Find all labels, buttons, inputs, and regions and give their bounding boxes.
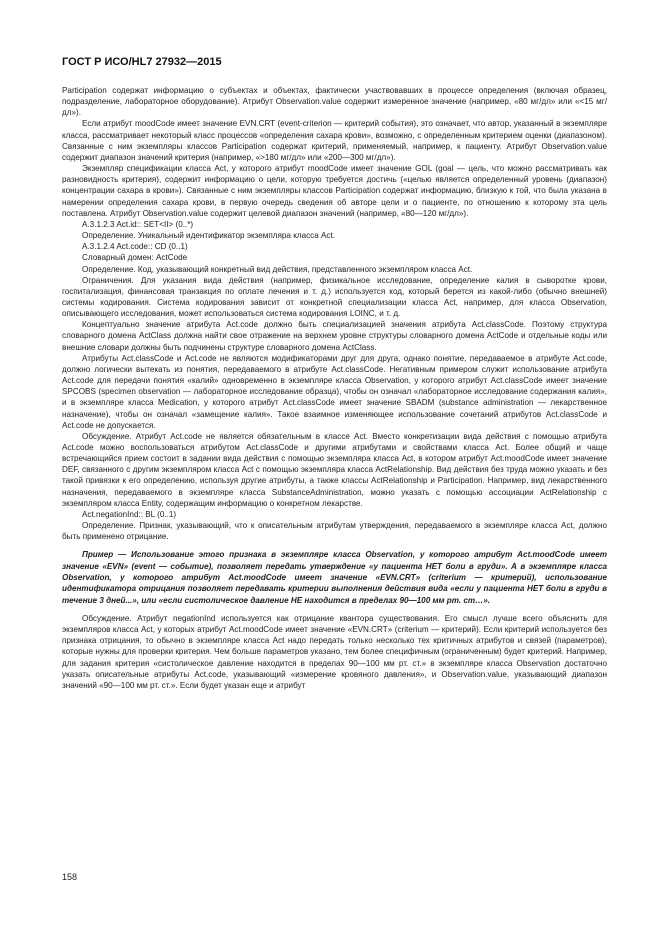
- section-heading-negation-ind: Act.negationInd:: BL (0..1): [82, 509, 177, 519]
- example-negation: Пример — Использование этого признака в экземпляре класса Observation, у которого атрибут Act.moodCode имеет значение «EVN» (event — событие), позволяет передать утверждение «у пациента НЕТ боли в груди». А в экземпляре класса Observation, у которого атрибут Act.moodCode имеет значение «EVN.CRT» (criterium — критерий), использование идентификатора отрицания позволяет передавать критерии выполнения действия вида «если у пациента НЕТ боли в груди в течение 3 дней...», или «если систолическое давление НЕ находится в пределах 90—100 мм рт. ст…».: [62, 550, 607, 605]
- paragraph-negation-definition: Определение. Признак, указывающий, что к описательным атрибутам утверждения, передаваемого в экземпляре класса Act, должно быть применено отрицание.: [62, 521, 607, 542]
- section-heading-act-code: A.3.1.2.4 Act.code:: CD (0..1): [82, 242, 188, 252]
- paragraph-classcode-code: Атрибуты Act.classCode и Act.code не являются модификаторами друг для друга, однако понятие, передаваемое в атрибуте Act.code, должно логически вытекать из понятия, передаваемого в атрибуте Act.classCode. Негативным примером служит использование атрибута Act.code для передачи понятия «калий» одновременно в экземпляре класса Observation, у которого атрибут Act.classCode имеет значение SPCOBS (specimen observation — лабораторное исследование образца), чтобы он означал «лабораторное исследование содержания калия», и в экземпляре класса Medication, у которого атрибут Act.classCode имеет значение SBADM (substance administration — лекарственное назначение), чтобы он означал «замещение калия». Такое взаимное изменяющее использование сочетаний атрибутов Act.classCode и Act.code не допускается.: [62, 353, 607, 430]
- page-number: 158: [62, 872, 78, 882]
- paragraph-participation: Participation содержат информацию о субъектах и объектах, фактически участвовавших в процессе определения (включая образец, подразделение, лабораторное оборудование). Атрибут Observation.value содержит измеренное значение (например, «80 мг/дл» или «<15 мг/дл»).: [62, 86, 607, 118]
- paragraph-discussion-code: Обсуждение. Атрибут Act.code не является обязательным в классе Act. Вместо конкретизации вида действия с помощью атрибута Act.code можно воспользоваться атрибутом Act.classCode и другими атрибутами и свойствами класса Act. Более общий и чаще встречающийся прием состоит в задании вида действия с помощью экземпляра класса Act, в котором атрибут Act.moodCode имеет значение DEF, связанного с другим экземпляром класса Act с помощью экземпляра класса ActRelationship. Вид действия без труда можно указать и без такой привязки к его определению, используя другие атрибуты, а также классы ActRelationship и Participation. Например, вид лекарственного назначения, передаваемого в экземпляре класса SubstanceAdministration, можно указать с помощью ассоциации ActRelationship с экземпляром класса Entity, содержащим информацию о конкретном лекарстве.: [62, 431, 607, 508]
- paragraph-discussion-negation: Обсуждение. Атрибут negationInd используется как отрицание квантора существования. Его смысл лучше всего объяснить для экземпляров класса Act, у которых атрибут Act.moodCode имеет значение «EVN.CRT» (criterium — критерий). Если критерий используется без признака отрицания, то обычно в экземпляре класса Act надо передать только несколько тех критичных атрибутов и связей (параметров), которые нужны для проверки критерия. Чем больше параметров указано, тем более специфичным (ограниченным) будет критерий. Например, для задания критерия «систолическое давление находится в пределах 90—100 мм рт. ст.» в экземпляре класса Observation достаточно указать описательные атрибуты Act.code, указывающий «измерение кровяного давления», и Observation.value, указывающий диапазон значений «90—100 мм рт. ст.». Если будет указан еще и атрибут: [62, 613, 607, 690]
- paragraph-evn-crt: Если атрибут moodCode имеет значение EVN.CRT (event-criterion — критерий события), это означает, что автор, указанный в экземпляре класса, рассматривает некоторый класс процессов «определения сахара крови», возможно, с определенным критерием оценки (диапазоном). Связанные с ним экземпляры классов Participation содержат критерий, применяемый, например, к пациенту. Атрибут Observation.value содержит диапазон значений критерия (например, «>180 мг/дл» или «200—300 мг/дл»).: [62, 119, 607, 162]
- paragraph-conceptual: Концептуально значение атрибута Act.code должно быть специализацией значения атрибута Act.classCode. Поэтому структура словарного домена ActClass должна найти свое отражение на верхнем уровне структуры словарного домена ActCode и отдельные коды или внешние словари должны быть подчинены структуре словарного домена ActClass.: [62, 320, 607, 352]
- document-header: ГОСТ Р ИСО/HL7 27932—2015: [62, 56, 222, 68]
- paragraph-gol: Экземпляр спецификации класса Act, у которого атрибут moodCode имеет значение GOL (goal — цель, что можно рассматривать как разновидность критерия), содержит информацию о цели, которую требуется достичь («целью является определенный уровень (диапазон) концентрации сахара в крови»). Связанные с ним экземпляры классов Participation содержат информацию, близкую к той, что была указана в намерении определения сахара крови, в первую очередь сведения об авторе цели и о пациенте, по отношению к которому эта цель поставлена. Атрибут Observation.value содержит целевой диапазон значений (например, «80—120 мг/дл»).: [62, 164, 607, 218]
- paragraph-act-id-definition: Определение. Уникальный идентификатор экземпляра класса Act.: [82, 231, 335, 241]
- document-body: [62, 85, 607, 691]
- section-heading-act-id: A.3.1.2.3 Act.id:: SET<II> (0..*): [82, 219, 194, 229]
- paragraph-act-code-definition: Определение. Код, указывающий конкретный вид действия, представленного экземпляром класса Act.: [82, 264, 473, 274]
- paragraph-restrictions: Ограничения. Для указания вида действия (например, физикальное исследование, определение калия в сыворотке крови, госпитализация, финансовая транзакция по оплате лечения и т. д.) используется код, который берется из какой-либо (обычно внешней) системы кодирования. Система кодирования зависит от конкретной специализации класса Act, например, для класса Observation, описывающего исследования, может использоваться система кодирования LOINC, и т. д.: [62, 275, 607, 319]
- document-page: [62, 56, 607, 691]
- paragraph-vocabulary-domain: Словарный домен: ActCode: [82, 253, 188, 263]
